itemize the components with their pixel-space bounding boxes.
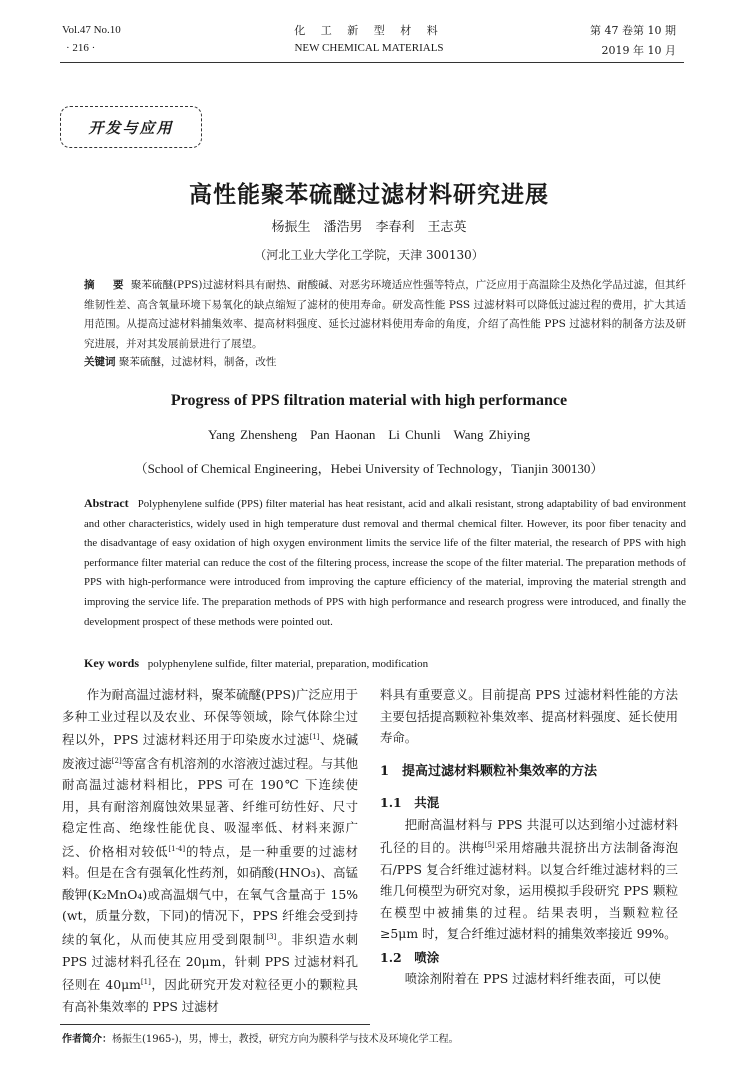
paper-title-cn: 高性能聚苯硫醚过滤材料研究进展 (189, 182, 549, 208)
footnote-label: 作者简介： (62, 1034, 112, 1045)
journal-name-cn: 化 工 新 型 材 料 (294, 24, 444, 37)
abstract-en (84, 494, 686, 632)
journal-name-en: NEW CHEMICAL MATERIALS (294, 42, 444, 54)
header-volume-cn: 第 47 卷第 10 期 (590, 24, 676, 37)
keywords-cn (84, 354, 686, 369)
citation: [1] (140, 978, 151, 986)
subsection-heading-1-2: 1.2 喷涂 (380, 949, 440, 965)
citation: [5] (484, 841, 495, 849)
spraying-paragraph: 喷涂剂附着在 PPS 过滤材料纤维表面，可以使 (404, 971, 661, 987)
header-page-number: · 216 · (66, 42, 96, 54)
abstract-cn-label: 摘 要 (84, 279, 128, 291)
footnote-rule (60, 1024, 370, 1025)
subsection-heading-1-1: 1.1 共混 (380, 795, 440, 810)
blending-paragraph: 把耐高温材料与 PPS 共混可以达到缩小过滤材料孔径的目的。洪梅[5]采用熔融共混挤出方法制备海泡石/PPS 复合纤维过滤材料。以复合纤维过滤材料的三维几何模型为研究对象，运用模拟手段研究 PPS 颗粒在模型中被捕集的过程。结果表明，当颗粒粒径≥5μm 时，复合纤维过滤材料的捕集效率接近 99%。 (380, 816, 679, 942)
authors-cn: 杨振生 潘浩男 李春利 王志英 (271, 220, 467, 235)
affiliation-en: （School of Chemical Engineering，Hebei University of Technology，Tianjin 300130） (134, 461, 604, 476)
section-heading-1: 1 提高过滤材料颗粒补集效率的方法 (380, 763, 598, 779)
intro-paragraph: 作为耐高温过滤材料，聚苯硫醚(PPS)广泛应用于多种工业过程以及农业、环保等领域，除气体除尘过程以外，PPS 过滤材料还用于印染废水过滤[1]、烧碱废液过滤[2]等富含有机溶剂的水溶液过滤过程。与其他耐高温过滤材料相比，PPS 可在 190℃ 下连续使用，具有耐溶剂腐蚀效果显著、纤维可纺性好、尺寸稳定性高、绝缘性能优良、吸湿率低、材料来源广泛、价格相对较低[1-4]的特点，是一种重要的过滤材料。但是在含有强氧化性药剂，如硝酸(HNO₃)、高锰酸钾(K₂MnO₄)或高温烟气中，在氧气含量高于 15%(wt，质量分数，下同)的情况下，PPS 纤维会受到持续的氧化，从而使其应用受到限制[3]。非织造水刺 PPS 过滤材料孔径在 20μm，针刺 PPS 过滤材料孔径则在 40μm[1]，因此研究开发对粒径更小的颗粒具有高补集效率的 PPS 过滤材 (62, 687, 359, 1014)
abstract-en-text: Polyphenylene sulfide (PPS) filter material has heat resistant, acid and alkali resistant, strong adaptability of bad environment and other characteristics, widely used in high temperature dust removal and thermal chemical filter. However, its poor fiber tenacity and the disadvantage of easy oxidation of high oxygen environment limits the service life of the filter material, the research of PPS with high performance filter material can reduce the cost of the filtering process, increase the scope of the filter material. The preparation methods of PPS with high-performance were introduced from improving the capture efficiency of the material, improving the material strength and improving the service life. The preparation methods of PPS with high performance and research progress were introduced, and finally the development prospect of these methods were pointed out. (84, 498, 687, 628)
body-column-right (380, 684, 678, 990)
keywords-cn-text: 聚苯硫醚，过滤材料，制备，改性 (118, 356, 277, 368)
citation: [1] (309, 733, 320, 741)
header-rule (60, 62, 684, 63)
paper-title-en: Progress of PPS filtration material with high performance (170, 392, 568, 409)
section-label: 开发与应用 (60, 106, 202, 148)
citation: [3] (266, 932, 277, 941)
authors-en: Yang Zhensheng Pan Haonan Li Chunli Wang Zhiying (208, 427, 530, 442)
intro-paragraph-continued: 料具有重要意义。目前提高 PPS 过滤材料性能的方法主要包括提高颗粒补集效率、提高材料强度、延长使用寿命。 (380, 687, 678, 745)
keywords-cn-label: 关键词 (84, 356, 116, 368)
keywords-en-text: polyphenylene sulfide, filter material, preparation, modification (147, 658, 429, 670)
keywords-en (84, 656, 686, 671)
abstract-cn (84, 276, 686, 354)
citation: [1-4] (168, 844, 186, 853)
footnote-text: 杨振生(1965-)，男，博士，教授，研究方向为膜科学与技术及环境化学工程。 (112, 1034, 459, 1045)
keywords-en-label: Key words (84, 656, 139, 670)
affiliation-cn: （河北工业大学化工学院，天津 300130） (254, 248, 484, 262)
abstract-cn-text: 聚苯硫醚(PPS)过滤材料具有耐热、耐酸碱、对恶劣环境适应性强等特点，广泛应用于高温除尘及热化学品过滤，但其纤维韧性差、高含氧量环境下易氧化的缺点缩短了滤材的使用寿命。研发高性能 PSS 过滤材料可以降低过滤过程的费用，扩大其适用范围。从提高过滤材料捕集效率、提高材料强度、延长过滤材料使用寿命的角度，介绍了高性能 PPS 过滤材料的制备方法及研究进展，并对其发展前景进行了展望。 (84, 279, 687, 350)
body-column-left (62, 684, 358, 1017)
header-volume: Vol.47 No.10 (62, 24, 121, 36)
citation: [2] (111, 756, 122, 765)
author-footnote (62, 1030, 459, 1045)
header-date: 2019 年 10 月 (601, 44, 676, 57)
abstract-en-label: Abstract (84, 496, 129, 510)
